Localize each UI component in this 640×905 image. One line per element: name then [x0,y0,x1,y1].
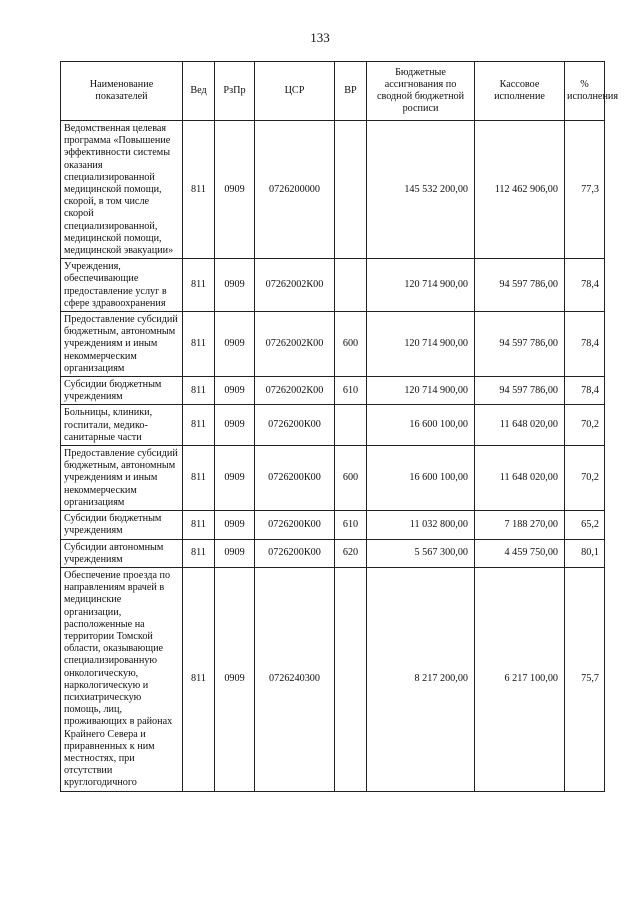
row-name: Ведомственная целевая программа «Повышение эффективности системы оказания специализированной медицинской помощи, скорой, в том числе скорой специализированной, медицинской помощи, медицинской эвакуации» [61,121,183,259]
row-vr [335,121,367,259]
row-rzpr: 0909 [215,567,255,791]
row-budget: 16 600 100,00 [367,446,475,511]
table-row [61,377,605,405]
row-pct: 78,4 [565,259,605,312]
row-vr [335,567,367,791]
row-cash: 11 648 020,00 [475,446,565,511]
row-budget: 8 217 200,00 [367,567,475,791]
table-row [61,312,605,377]
row-pct: 70,2 [565,405,605,446]
row-vr [335,405,367,446]
row-ved: 811 [183,567,215,791]
row-ved: 811 [183,312,215,377]
row-pct: 78,4 [565,377,605,405]
row-rzpr: 0909 [215,259,255,312]
row-rzpr: 0909 [215,121,255,259]
header-rzpr: РзПр [215,62,255,121]
table-header-row [61,62,605,121]
row-name: Предоставление субсидий бюджетным, автономным учреждениям и иным некоммерческим организациям [61,446,183,511]
row-ved: 811 [183,377,215,405]
row-budget: 120 714 900,00 [367,312,475,377]
row-cash: 94 597 786,00 [475,259,565,312]
row-csr: 0726240300 [255,567,335,791]
row-vr: 620 [335,539,367,567]
row-rzpr: 0909 [215,377,255,405]
row-cash: 94 597 786,00 [475,312,565,377]
table-row [61,121,605,259]
table-row [61,259,605,312]
page-number: 133 [310,30,330,45]
row-vr: 610 [335,511,367,539]
table-row [61,405,605,446]
row-rzpr: 0909 [215,405,255,446]
row-csr: 07262002К00 [255,377,335,405]
row-ved: 811 [183,539,215,567]
row-name: Субсидии автономным учреждениям [61,539,183,567]
table-row [61,446,605,511]
row-vr [335,259,367,312]
row-ved: 811 [183,405,215,446]
row-rzpr: 0909 [215,312,255,377]
row-cash: 7 188 270,00 [475,511,565,539]
row-csr: 07262002К00 [255,259,335,312]
row-csr: 0726200000 [255,121,335,259]
row-budget: 16 600 100,00 [367,405,475,446]
row-pct: 80,1 [565,539,605,567]
row-budget: 120 714 900,00 [367,377,475,405]
row-name: Учреждения, обеспечивающие предоставление услуг в сфере здравоохранения [61,259,183,312]
row-budget: 120 714 900,00 [367,259,475,312]
header-vr: ВР [335,62,367,121]
header-csr: ЦСР [255,62,335,121]
row-name: Субсидии бюджетным учреждениям [61,377,183,405]
row-name: Предоставление субсидий бюджетным, автономным учреждениям и иным некоммерческим организациям [61,312,183,377]
row-cash: 94 597 786,00 [475,377,565,405]
row-pct: 77,3 [565,121,605,259]
row-ved: 811 [183,259,215,312]
row-vr: 600 [335,312,367,377]
row-pct: 70,2 [565,446,605,511]
row-pct: 65,2 [565,511,605,539]
row-csr: 07262002К00 [255,312,335,377]
row-cash: 6 217 100,00 [475,567,565,791]
row-budget: 11 032 800,00 [367,511,475,539]
header-cash: Кассовое исполнение [475,62,565,121]
row-cash: 4 459 750,00 [475,539,565,567]
row-csr: 0726200К00 [255,511,335,539]
row-csr: 0726200К00 [255,446,335,511]
row-vr: 600 [335,446,367,511]
table-row [61,539,605,567]
row-ved: 811 [183,121,215,259]
budget-table [60,61,619,792]
row-csr: 0726200К00 [255,539,335,567]
row-budget: 5 567 300,00 [367,539,475,567]
header-pct: % исполнения [565,62,605,121]
row-rzpr: 0909 [215,511,255,539]
table-row [61,511,605,539]
header-ved: Вед [183,62,215,121]
header-budget: Бюджетные ассигнования по сводной бюджетной росписи [367,62,475,121]
header-name: Наименование показателей [61,62,183,121]
row-ved: 811 [183,446,215,511]
row-rzpr: 0909 [215,539,255,567]
row-name: Субсидии бюджетным учреждениям [61,511,183,539]
row-ved: 811 [183,511,215,539]
table-row [61,567,605,791]
row-cash: 11 648 020,00 [475,405,565,446]
row-csr: 0726200К00 [255,405,335,446]
row-pct: 78,4 [565,312,605,377]
row-cash: 112 462 906,00 [475,121,565,259]
row-vr: 610 [335,377,367,405]
row-name: Обеспечение проезда по направлениям врачей в медицинские организации, расположенные на территории Томской области, оказывающие специализированную онкологическую, наркологическую и психиатрическую помощь, лиц, проживающих в районах Крайнего Севера и приравненных к ним местностях, при отсутствии круглогодичного [61,567,183,791]
row-name: Больницы, клиники, госпитали, медико-санитарные части [61,405,183,446]
row-rzpr: 0909 [215,446,255,511]
row-budget: 145 532 200,00 [367,121,475,259]
row-pct: 75,7 [565,567,605,791]
